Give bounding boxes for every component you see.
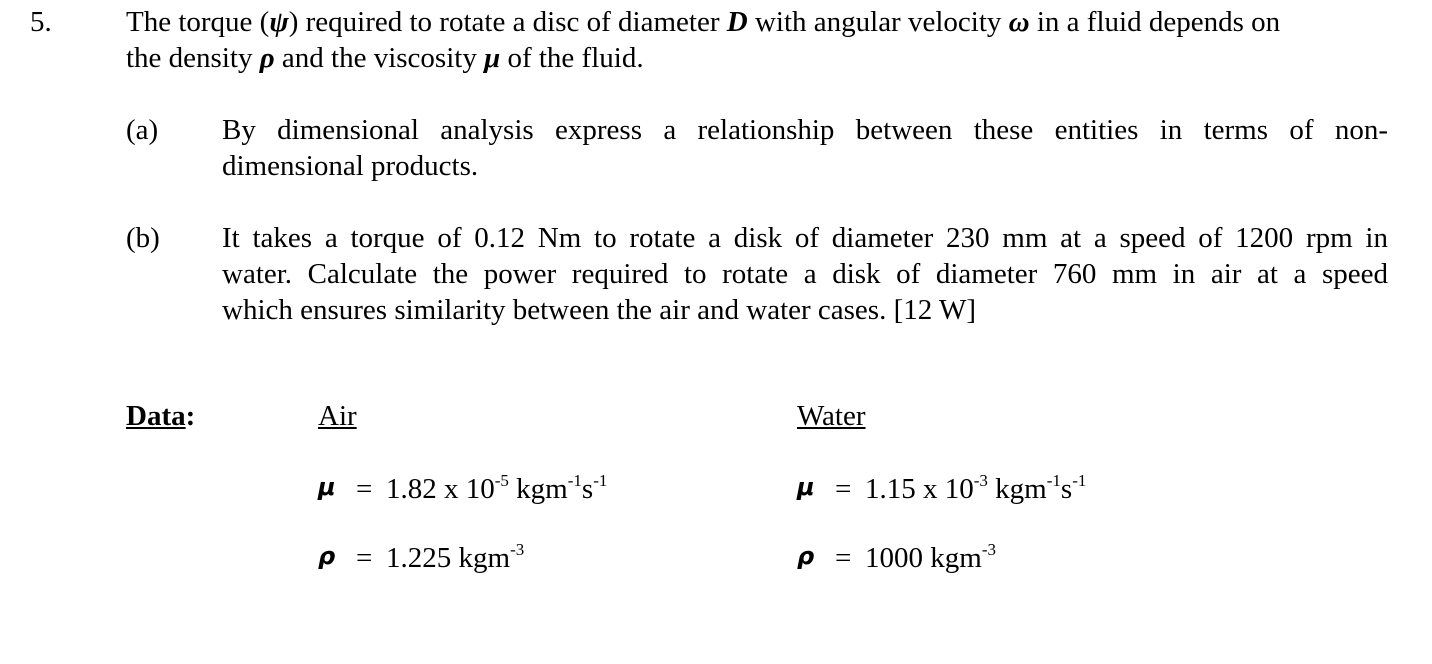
viscosity-symbol: μ	[484, 42, 501, 74]
question-number: 5.	[30, 6, 52, 38]
part-b-line-3: which ensures similarity between the air and water cases. [12 W]	[222, 294, 976, 326]
air-rho-equals: =	[356, 542, 373, 574]
air-mu-unit-s: s	[581, 473, 594, 505]
stem-text: in a fluid depends on	[1029, 6, 1281, 38]
air-rho-number: 1.225 kgm	[386, 542, 511, 574]
air-mu-mantissa: 1.82 x 10	[386, 473, 495, 505]
water-mu-equals: =	[835, 473, 852, 505]
torque-symbol: ψ	[269, 6, 289, 38]
data-label	[126, 400, 195, 433]
diameter-symbol: D	[726, 6, 748, 38]
air-heading: Air	[318, 400, 357, 432]
water-mu-value	[865, 473, 1086, 506]
data-label-text: Data	[126, 400, 186, 432]
air-mu-value	[386, 473, 607, 506]
water-rho-exponent: -3	[981, 540, 996, 559]
stem-text: ) required to rotate a disc of diameter	[288, 6, 727, 38]
water-mu-unit-kgm: kgm	[987, 473, 1047, 505]
stem-text: of the fluid.	[500, 42, 644, 74]
part-a-label: (a)	[126, 114, 159, 146]
angular-velocity-symbol: ω	[1008, 6, 1030, 38]
water-mu-unit-s-exp: -1	[1072, 471, 1087, 490]
air-mu-unit-kgm-exp: -1	[567, 471, 582, 490]
water-mu-unit-s: s	[1060, 473, 1073, 505]
density-symbol: ρ	[259, 42, 275, 74]
water-rho-number: 1000 kgm	[865, 542, 982, 574]
water-rho-symbol: ρ	[797, 542, 815, 570]
part-a-line-1: By dimensional analysis express a relationship between these entities in terms of non-	[222, 114, 1388, 146]
part-b-line-1: It takes a torque of 0.12 Nm to rotate a disk of diameter 230 mm at a speed of 1200 rpm in	[222, 222, 1388, 254]
water-mu-mantissa: 1.15 x 10	[865, 473, 974, 505]
water-rho-value	[865, 542, 996, 575]
water-heading: Water	[797, 400, 866, 432]
part-b-label: (b)	[126, 222, 160, 254]
air-mu-exponent: -5	[494, 471, 509, 490]
water-mu-symbol: μ	[797, 473, 815, 501]
air-rho-value	[386, 542, 524, 575]
air-rho-symbol: ρ	[318, 542, 336, 570]
stem-text: The torque (	[126, 6, 270, 38]
water-rho-equals: =	[835, 542, 852, 574]
air-mu-unit-kgm: kgm	[508, 473, 568, 505]
air-rho-exponent: -3	[510, 540, 525, 559]
air-mu-unit-s-exp: -1	[593, 471, 608, 490]
air-mu-symbol: μ	[318, 473, 336, 501]
stem-text: the density	[126, 42, 260, 74]
air-mu-equals: =	[356, 473, 373, 505]
question-stem-line-1	[126, 6, 1280, 39]
part-a-line-2: dimensional products.	[222, 150, 479, 182]
stem-text: and the viscosity	[274, 42, 485, 74]
water-mu-unit-kgm-exp: -1	[1046, 471, 1061, 490]
part-b-line-2: water. Calculate the power required to rotate a disk of diameter 760 mm in air at a speed	[222, 258, 1388, 290]
water-mu-exponent: -3	[973, 471, 988, 490]
stem-text: with angular velocity	[747, 6, 1009, 38]
question-stem-line-2	[126, 42, 644, 75]
data-label-colon: :	[185, 400, 196, 432]
